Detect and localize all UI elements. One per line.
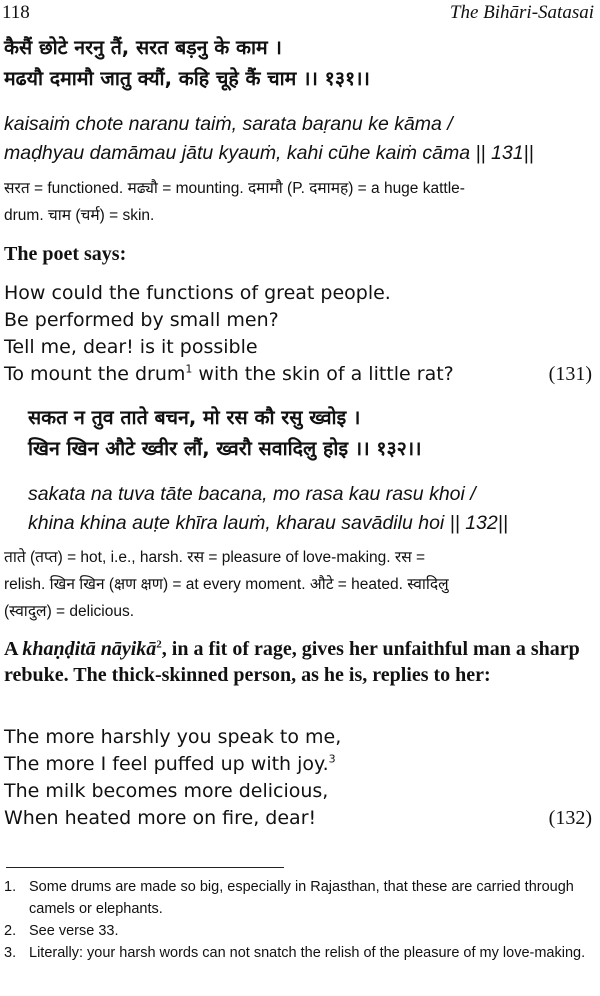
poem-line: The more I feel puffed up with joy.$^3$ [4,752,336,775]
verse-131-transliteration [4,110,592,168]
glossary-line: drum. चाम (चर्म) = skin. [4,207,155,224]
verse-132-devanagari [28,402,592,464]
verse-number: (131) [548,363,592,385]
verse-131-devanagari [4,32,592,94]
transliteration-line: kaisaiṁ chote naranu taiṁ, sarata baṛanu ke kāma / [4,113,453,135]
poem-line: Be performed by small men? [4,309,279,331]
poem-line: How could the functions of great people. [4,282,391,304]
poem-line-last [4,805,592,832]
footnote-text: Some drums are made so big, especially in Rajasthan, that these are carried through camels or elephants. [29,879,574,917]
verse-132-intro: A khaṇḍitā nāyikā$^2$, in a fit of rage, gives her unfaithful man a sharp rebuke. The thick-skinned person, as he is, replies to her: [4,638,580,686]
devanagari-line: खिन खिन औटे ख्वीर लौं, ख्वरौ सवादिलु होइ ।। १३२।। [28,437,422,460]
verse-131-intro: The poet says: [4,243,127,265]
poem-line: The milk becomes more delicious, [4,780,329,802]
footnote [4,876,592,920]
footnote [4,920,592,942]
verse-132-transliteration [28,480,592,538]
transliteration-line: maḍhyau damāmau jātu kyauṁ, kahi cūhe kaiṁ cāma || 131|| [4,142,534,164]
glossary-line: relish. खिन खिन (क्षण क्षण) = at every moment. औटे = heated. स्वादिलु [4,576,449,593]
book-title: The Bihāri-Satasai [449,2,594,23]
verse-number: (132) [548,807,592,829]
footnote-ref-3[interactable]: 3 [328,752,336,766]
poem-line: The more harshly you speak to me, [4,726,342,748]
glossary-line: (स्वादुल) = delicious. [4,603,135,620]
verse-131-translation [4,280,592,388]
poem-text: To mount the drum [4,363,186,385]
footnote-number: 1. [4,879,17,895]
poem-text: When heated more on fire, dear! [4,807,317,829]
glossary-line: ताते (तप्त) = hot, i.e., harsh. रस = pleasure of love-making. रस = [4,549,426,566]
poem-line: Tell me, dear! is it possible [4,336,258,358]
devanagari-line: सकत न तुव ताते बचन, मो रस कौ रसु ख्वोइ । [28,406,361,429]
footnote-ref-2[interactable]: 2 [156,638,162,651]
verse-132-glossary [4,544,592,625]
page-number: 118 [2,2,30,23]
transliteration-line: sakata na tuva tāte bacana, mo rasa kau rasu khoi / [28,483,476,505]
nayika-term: khaṇḍitā nāyikā [22,638,157,660]
poem-text: with the skin of a little rat? [192,363,454,385]
footnote-text: See verse 33. [29,923,119,939]
footnote [4,942,592,964]
footnote-ref-1[interactable]: 1 [185,362,193,376]
footnote-number: 3. [4,945,17,961]
verse-132-translation [4,724,592,832]
poem-line-last [4,361,592,388]
transliteration-line: khina khina auṭe khīra lauṁ, kharau savādilu hoi || 132|| [28,512,508,534]
footnotes [4,876,592,964]
devanagari-line: कैसैं छोटे नरनु तैं, सरत बड़नु के काम । [4,36,282,59]
running-header [2,2,594,24]
footnote-text: Literally: your harsh words can not snatch the relish of the pleasure of my love-making. [29,945,586,961]
devanagari-line: मढयौ दमामौ जातु क्यौं, कहि चूहे कैं चाम ।। १३१।। [4,67,370,90]
footnote-divider [6,867,284,868]
verse-131-glossary [4,175,592,229]
footnote-number: 2. [4,923,17,939]
glossary-line: सरत = functioned. मढ्यौ = mounting. दमामौ (P. दमामह) = a huge kattle- [4,180,465,197]
